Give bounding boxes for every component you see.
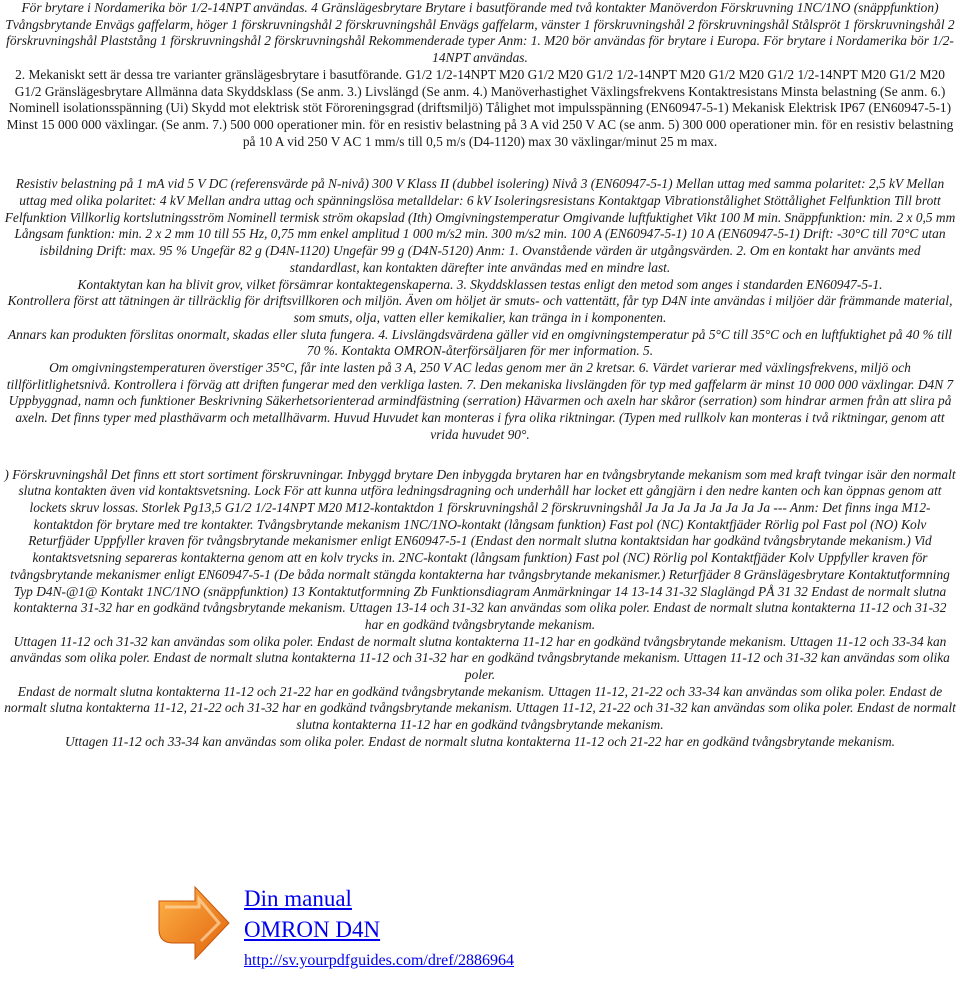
manual-link[interactable]: Din manual <box>244 886 352 911</box>
text-run: Annars kan produkten förslitas onormalt, skadas eller sluta fungera. 4. Livslängdsvärdena gäller vid en omgivningstemperatur på 5°C till 35°C och en luftfuktighet på 40 % till 70 %. Kontakta OMRON-återförsäljaren för mer information. 5. <box>7 326 953 359</box>
text-run: ) Förskruvningshål Det finns ett stort sortiment förskruvningar. Inbyggd brytare Den inbyggda brytaren har en tvångsbrytande mekanism som med kraft tvingar isär den normalt slutna kontakten även vid kontaktsvetsning. Lock För att kunna utföra ledningsdragning och underhåll har locket ett gångjärn i den nedre kanten och kan öppnas genom att lockets skruv lossas. Storlek Pg13,5 G1/2 1/2-14NPT M20 M12-kontaktdon 1 förskruvningshål 2 förskruvningshål Ja Ja Ja Ja Ja Ja Ja Ja --- Anm: Det finns inga M12-kontaktdon för brytare med tre kontakter. Tvångsbrytande mekanism 1NC/1NO-kontakt (långsam funktion) Fast pol (NC) Kontaktfjäder Rörlig pol Fast pol (NO) Kolv Returfjäder Uppfyller kraven för tvångsbrytande mekanismer enligt EN60947-5-1 (Endast den normalt slutna kontaktsidan har godkänd tvångsbrytande mekanism.) Vid kontaktsvetsning separeras kontakterna genom att en kolv trycks in. 2NC-kontakt (långsam funktion) Fast pol (NC) Rörlig pol Kontaktfjäder Kolv Uppfyller kraven för tvångsbrytande mekanismer enligt EN60947-5-1 (De båda normalt stängda kontakterna har tvångsbrytande mekanismer.) Returfjäder 8 Gränslägesbrytare Kontaktutformning Typ D4N-@1@ Kontakt 1NC/1NO (snäppfunktion) 13 Kontaktutformning Zb Funktionsdiagram Anmärkningar 14 13-14 31-32 Slaglängd PÅ 31 32 Endast de normalt slutna kontakterna 31-32 har en godkänd tvångsbrytande mekanism. Uttagen 13-14 och 31-32 kan användas som olika poler. Endast de normalt slutna kontakterna 11-12 och 31-32 har en godkänd tvångsbrytande mekanism. <box>4 466 956 632</box>
text-run: 2. Mekaniskt sett är dessa tre varianter gränslägesbrytare i basutförande. <box>15 66 403 82</box>
text-run: Kontrollera först att tätningen är tillräcklig för driftsvillkoren och miljön. Även om höljet är smuts- och vattentätt, får typ D4N inte användas i miljöer där främmande material, som smuts, olja, vatten eller kemikalier, kan tränga in i komponenten. <box>7 293 953 325</box>
text-run: För brytare i Nordamerika bör 1/2-14NPT användas. 4 Gränslägesbrytare Brytare i basutförande med två kontakter Manöverdon Förskruvning 1NC/1NO (snäppfunktion) Tvångsbrytande Envägs gaffelarm, höger 1 förskruvningshål 2 förskruvningshål Envägs gaffelarm, vänster 1 förskruvningshål 2 förskruvningshål Stålspröt 1 förskruvningshål 2 förskruvningshål Plaststång 1 förskruvningshål 2 förskruvningshål Rekommenderade typer Anm: 1. M20 bör användas för brytare i Europa. För brytare i Nordamerika bör 1/2-14NPT användas. <box>5 0 955 66</box>
spec-paragraph-1 <box>0 0 960 150</box>
text-run: Om omgivningstemperaturen överstiger 35°C, får inte lasten på 3 A, 250 V AC ledas genom mer än 2 kretsar. 6. Värdet varierar med växlingsfrekvens, miljö och tillförlitlighetsnivå. Kontrollera i förväg att driften fungerar med den verkliga lasten. 7. Den mekaniska livslängden för typ med gaffelarm är minst 10 000 000 växlingar. D4N 7 Uppbyggnad, namn och funktioner Beskrivning Säkerhetsorienterad armindfästning (serration) Hävarmen och axeln har skåror (serration) som hindrar armen från att slira på axeln. Det finns typer med plasthävarm och metallhävarm. Huvud Huvudet kan monteras i fyra olika riktningar. (Typen med rullkolv kan monteras i två riktningar, genom att vrida huvudet 90°. <box>6 360 954 442</box>
spec-paragraph-2 <box>0 176 960 443</box>
footer-link-group <box>244 883 514 971</box>
text-run: Kontaktytan kan ha blivit grov, vilket försämrar kontaktegenskaperna. 3. Skyddsklassen testas enligt den metod som anges i standarden EN60947-5-1. <box>77 276 883 292</box>
product-link[interactable]: OMRON D4N <box>244 917 381 942</box>
spec-paragraph-3 <box>0 467 960 751</box>
text-run: Resistiv belastning på 1 mA vid 5 V DC (referensvärde på N-nivå) 300 V Klass II (dubbel isolering) Nivå 3 (EN60947-5-1) Mellan uttag med samma polaritet: 2,5 kV Mellan uttag med olika polaritet: 4 kV Mellan andra uttag och spänningslösa metalldelar: 6 kV Isoleringsresistans Kontaktgap Vibrationstålighet Stöttålighet Felfunktion Till brott Felfunktion Villkorlig kortslutningsström Nominell termisk ström okapslad (Ith) Omgivningstemperatur Omgivande luftfuktighet Vikt 100 M min. Snäppfunktion: min. 2 x 0,5 mm Långsam funktion: min. 2 x 2 mm 10 till 55 Hz, 0,75 mm enkel amplitud 1 000 m/s2 min. 300 m/s2 min. 100 A (EN60947-5-1) 10 A (EN60947-5-1) Drift: -30°C till 70°C utan isbildning Drift: max. 95 % Ungefär 82 g (D4N-1120) Ungefär 99 g (D4N-5120) Anm: 1. Ovanstående värden är utgångsvärden. 2. Om en kontakt har använts med standardlast, kan kontakten därefter inte användas med en mindre last. <box>4 176 956 275</box>
url-link[interactable]: http://sv.yourpdfguides.com/dref/2886964 <box>244 952 515 969</box>
text-run: Endast de normalt slutna kontakterna 11-12 och 21-22 har en godkänd tvångsbrytande mekanism. Uttagen 11-12, 21-22 och 33-34 kan användas som olika poler. Endast de normalt slutna kontakterna 11-12, 21-22 och 31-32 har en godkänd tvångsbrytande mekanism. Uttagen 11-12, 21-22 och 31-32 kan användas som olika poler. Endast de normalt slutna kontakterna 11-12 har en godkänd tvångsbrytande mekanism. <box>4 683 956 733</box>
footer-links <box>155 883 855 973</box>
text-run: Uttagen 11-12 och 31-32 kan användas som olika poler. Endast de normalt slutna kontakterna 11-12 har en godkänd tvångsbrytande mekanism. Uttagen 11-12 och 33-34 kan användas som olika poler. Endast de normalt slutna kontakterna 11-12 och 31-32 har en godkänd tvångsbrytande mekanism. Uttagen 11-12 och 31-32 kan användas som olika poler. <box>10 633 950 683</box>
text-run: Uttagen 11-12 och 33-34 kan användas som olika poler. Endast de normalt slutna kontakterna 11-12 och 21-22 har en godkänd tvångsbrytande mekanism. <box>65 733 895 749</box>
orange-arrow-icon <box>155 883 233 963</box>
text-run: G1/2 1/2-14NPT M20 G1/2 M20 G1/2 1/2-14NPT M20 G1/2 M20 G1/2 1/2-14NPT M20 G1/2 M20 G1/2 Gränslägesbrytare Allmänna data Skyddsklass (Se anm. 3.) Livslängd (Se anm. 4.) Manöverhastighet Växlingsfrekvens Kontaktresistans Minsta belastning (Se anm. 6.) Nominell isolationsspänning (Ui) Skydd mot elektrisk stöt Föroreningsgrad (driftsmiljö) Tålighet mot impulsspänning (EN60947-5-1) Mekanisk Elektrisk IP67 (EN60947-5-1) Minst 15 000 000 växlingar. (Se anm. 7.) 500 000 operationer min. för en resistiv belastning på 3 A vid 250 V AC (se anm. 5) 300 000 operationer min. för en resistiv belastning på 10 A vid 250 V AC 1 mm/s till 0,5 m/s (D4-1120) max 30 växlingar/minut 25 m max. <box>6 66 954 149</box>
